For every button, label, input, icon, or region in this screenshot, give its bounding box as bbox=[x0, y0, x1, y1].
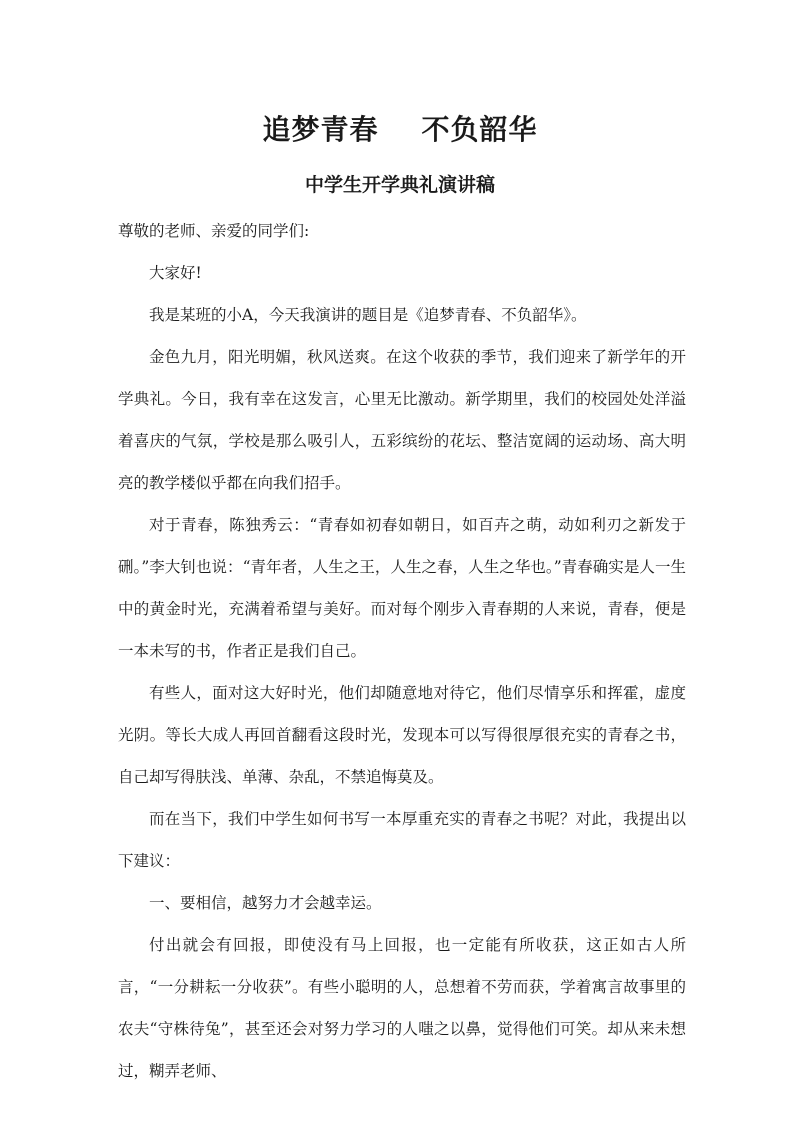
paragraph: 对于青春，陈独秀云：“青春如初春如朝日，如百卉之萌，动如利刃之新发于硎。”李大钊也说：“青年者，人生之王，人生之春，人生之华也。”青春确实是人一生中的黄金时光，充满着希望与美好。而对每个刚步入青春期的人来说，青春，便是一本未写的书，作者正是我们自己。 bbox=[118, 516, 686, 660]
paragraph: 我是某班的小A，今天我演讲的题目是《追梦青春、不负韶华》。 bbox=[149, 306, 587, 324]
paragraph: 一、要相信，越努力才会越幸运。 bbox=[149, 894, 382, 912]
paragraph: 大家好! bbox=[149, 264, 202, 282]
paragraph: 有些人，面对这大好时光，他们却随意地对待它，他们尽情享乐和挥霍，虚度光阴。等长大成人再回首翻看这段时光，发现本可以写得很厚很充实的青春之书，自己却写得肤浅、单薄、杂乱，不禁追悔莫及。 bbox=[118, 684, 686, 786]
document-subtitle: 中学生开学典礼演讲稿 bbox=[304, 174, 495, 196]
paragraph: 尊敬的老师、亲爱的同学们: bbox=[118, 222, 310, 240]
paragraph: 付出就会有回报，即使没有马上回报，也一定能有所收获，这正如古人所言，“一分耕耘一分收获”。有些小聪明的人，总想着不劳而获，学着寓言故事里的农夫“守株待兔”，甚至还会对努力学习的人嗤之以鼻，觉得他们可笑。却从来未想过，糊弄老师、 bbox=[118, 936, 686, 1080]
paragraph: 而在当下，我们中学生如何书写一本厚重充实的青春之书呢？对此，我提出以下建议： bbox=[118, 810, 686, 870]
document-body bbox=[118, 210, 686, 1092]
document-title: 追梦青春 不负韶华 bbox=[262, 113, 538, 146]
paragraph: 金色九月，阳光明媚，秋风送爽。在这个收获的季节，我们迎来了新学年的开学典礼。今日，我有幸在这发言，心里无比激动。新学期里，我们的校园处处洋溢着喜庆的气氛，学校是那么吸引人，五彩缤纷的花坛、整洁宽阔的运动场、高大明亮的教学楼似乎都在向我们招手。 bbox=[118, 348, 686, 492]
